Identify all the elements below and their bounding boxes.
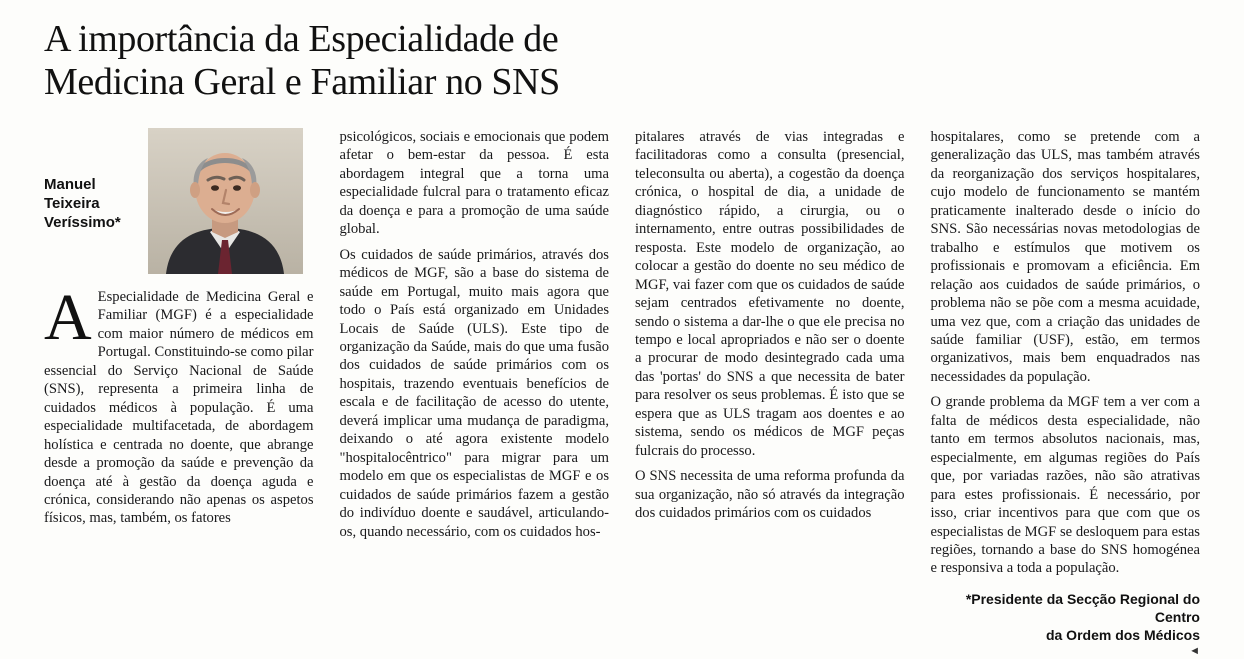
author-credit-line-1: *Presidente da Secção Regional do Centro <box>965 590 1200 626</box>
column-3 <box>635 128 905 531</box>
column-2 <box>339 128 610 540</box>
paragraph: O SNS necessita de uma reforma profunda da sua organização, não só através da integração dos cuidados primários com os cuidados <box>635 468 905 522</box>
paragraph: psicológicos, sociais e emocionais que podem afetar o bem-estar da pessoa. É esta abordagem integral que a torna uma especialidade fulcral para o tratamento eficaz da doença e para a promoção de uma saúde global. <box>339 129 609 238</box>
portrait-illustration <box>148 128 303 274</box>
paragraph-spacer <box>340 239 610 246</box>
column-4 <box>930 128 1201 658</box>
drop-cap: A <box>44 281 92 354</box>
page-title <box>44 18 704 103</box>
paragraph <box>44 281 314 528</box>
author-name-line-1: Manuel <box>44 176 96 193</box>
headline-line-2: Medicina Geral e Familiar no SNS <box>44 60 560 103</box>
byline-block <box>44 128 314 278</box>
article-columns <box>44 128 1200 658</box>
headline-line-1: A importância da Especialidade de <box>44 18 559 60</box>
paragraph: pitalares através de vias integradas e facilitadoras como a consulta (presencial, teleconsulta ou aberta), a cogestão da doença crónica, o hospital de dia, a unidade de diagnóstico rápido, a cirurgia, ou o internamento, entre outras possibilidades de resposta. Este modelo de organização, ao colocar a gestão do doente no seu médico de MGF, vai fazer com que os cuidados de saúde sejam centrados efetivamente no doente, sendo o sistema a dar-lhe o que ele precisa no tempo e local apropriados e não ser o doente a procurar de modo desintegrado cada uma das 'portas' do SNS a que necessita de bater para resolver os seus problemas. É isto que se espera que as ULS tragam aos doentes e ao sistema, sendo os médicos de MGF peças fulcrais do processo. <box>635 129 905 459</box>
end-mark-icon: ◄ <box>1189 645 1200 658</box>
author-portrait <box>148 128 303 274</box>
paragraph-text: Especialidade de Medicina Geral e Familiar (MGF) é a especialidade com maior número de médicos em Portugal. Constituindo-se como pilar essencial do Serviço Nacional de Saúde (SNS), representa a primeira linha de cuidados médicos à população. É uma especialidade multifacetada, de abordagem holística e centrada no doente, que abrange desde a promoção da saúde e prevenção da doença até à gestão da doença aguda e crónica, considerando não apenas os aspetos físicos, mas, também, os fatores <box>44 289 314 527</box>
author-name-line-3: Veríssimo* <box>44 213 121 231</box>
author-credit-line-2: da Ordem dos Médicos ◄ <box>931 626 1201 658</box>
paragraph: Os cuidados de saúde primários, através dos médicos de MGF, são a base do sistema de saúde em Portugal, muito mais agora que todo o País está organizado em Unidades Locais de Saúde (ULS). Este tipo de organização da Saúde, mais do que uma fusão dos cuidados de saúde primários com os hospitais, trazendo eventuais benefícios de escala e de facilitação de acesso do utente, deverá implicar uma mudança de paradigma, deixando o até agora existente modelo "hospitalocêntrico" para migrar para um modelo em que os especialistas de MGF e os cuidados de saúde primários fazem a gestão do indivíduo doente e saudável, articulando-os, quando necessário, com os cuidados hos- <box>339 246 609 540</box>
paragraph: hospitalares, como se pretende com a generalização das ULS, mas também através da reorganização dos serviços hospitalares, cujo modelo de funcionamento se mantém praticamente inalterado desde o início do SNS. São necessárias novas metodologias de trabalho e estímulos que motivem os profissionais e promovam a eficiência. Em relação aos cuidados de saúde primários, o problema não se põe com a mesma acuidade, uma vez que, com a criação das unidades de saúde familiar (USF), estão, em termos organizativos, mais bem enquadrados nas necessidades da população. <box>930 129 1200 385</box>
paragraph-spacer <box>635 460 905 467</box>
author-name-line-2: Teixeira <box>44 194 100 212</box>
column-1 <box>44 128 314 531</box>
paragraph-spacer <box>931 386 1201 393</box>
author-credit <box>931 590 1201 659</box>
author-name <box>44 128 148 232</box>
paragraph: O grande problema da MGF tem a ver com a falta de médicos desta especialidade, não tanto em termos absolutos nacionais, mas, especialmente, em algumas regiões do País que, por variadas razões, não são atrativas para estes profissionais. É necessário, por isso, criar incentivos para que com que os especialistas de MGF se desloquem para estas regiões, tornando a base do SNS homogénea e responsiva a toda a população. <box>930 394 1200 577</box>
